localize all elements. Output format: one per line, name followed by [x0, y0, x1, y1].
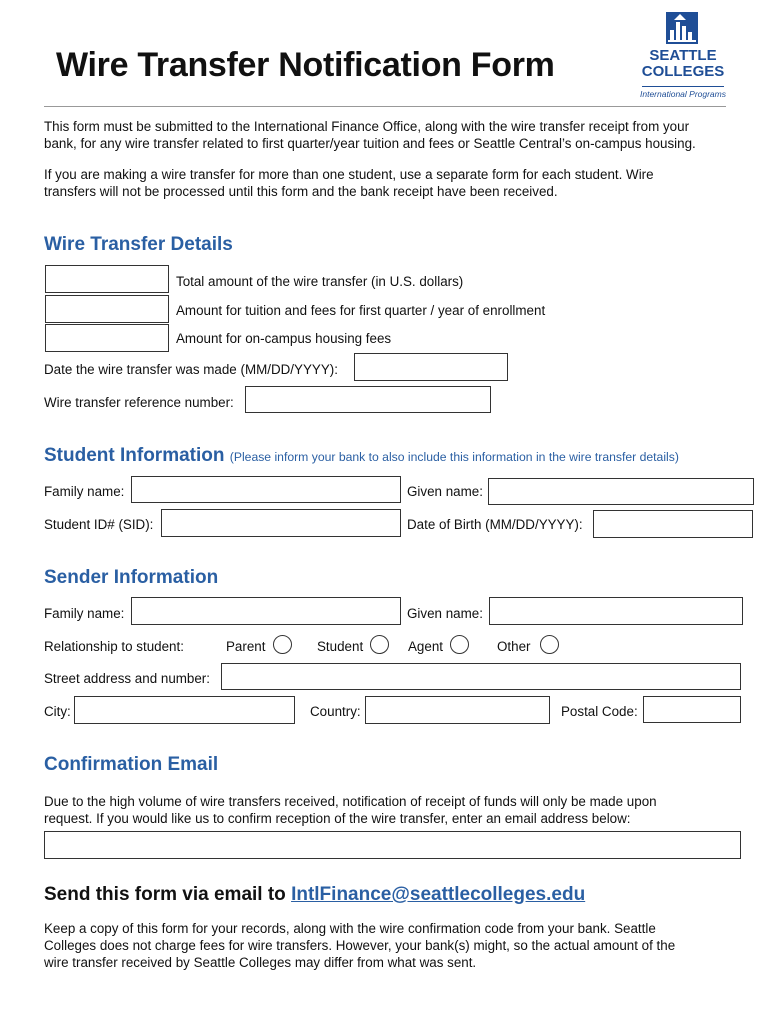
relationship-label: Relationship to student:	[44, 639, 184, 654]
sender-given-name-label: Given name:	[407, 606, 483, 621]
transfer-date-input[interactable]	[354, 353, 508, 381]
radio-parent[interactable]	[273, 635, 292, 654]
intro-paragraph-1	[44, 118, 696, 152]
send-instruction	[44, 884, 585, 906]
logo-line-1: SEATTLE	[649, 47, 717, 64]
total-amount-input[interactable]	[45, 265, 169, 293]
student-id-input[interactable]	[161, 509, 401, 537]
send-prefix: Send this form via email to	[44, 884, 292, 905]
housing-amount-input[interactable]	[45, 324, 169, 352]
student-family-name-label: Family name:	[44, 484, 125, 499]
option-parent-label: Parent	[226, 639, 266, 654]
sender-family-name-label: Family name:	[44, 606, 125, 621]
tuition-amount-label: Amount for tuition and fees for first quarter / year of enrollment	[176, 303, 546, 318]
page-title: Wire Transfer Notification Form	[56, 46, 555, 84]
student-id-label: Student ID# (SID):	[44, 517, 154, 532]
country-input[interactable]	[365, 696, 550, 724]
postal-code-label: Postal Code:	[561, 704, 638, 719]
confirmation-email-input[interactable]	[44, 831, 741, 859]
intro-paragraph-2	[44, 166, 654, 200]
option-other-label: Other	[497, 639, 531, 654]
confirmation-paragraph	[44, 793, 657, 827]
date-of-birth-input[interactable]	[593, 510, 753, 538]
student-given-name-label: Given name:	[407, 484, 483, 499]
sender-given-name-input[interactable]	[489, 597, 743, 625]
radio-student[interactable]	[370, 635, 389, 654]
reference-number-input[interactable]	[245, 386, 491, 413]
section-heading-sender-info: Sender Information	[44, 567, 219, 588]
radio-other[interactable]	[540, 635, 559, 654]
city-input[interactable]	[74, 696, 295, 724]
city-label: City:	[44, 704, 71, 719]
footer-line2: Colleges does not charge fees for wire transfers. However, your bank(s) might, so the actual amount of the	[44, 938, 676, 953]
radio-agent[interactable]	[450, 635, 469, 654]
section-heading-wire-details: Wire Transfer Details	[44, 234, 233, 255]
confirmation-line2: request. If you would like us to confirm reception of the wire transfer, enter an email address below:	[44, 811, 631, 826]
sender-family-name-input[interactable]	[131, 597, 401, 625]
header-divider	[44, 106, 726, 107]
student-info-note: (Please inform your bank to also include this information in the wire transfer details)	[229, 450, 679, 464]
student-family-name-input[interactable]	[131, 476, 401, 503]
seattle-colleges-logo	[628, 10, 738, 102]
tuition-amount-input[interactable]	[45, 295, 169, 323]
footer-line3: wire transfer received by Seattle Colleges may differ from what was sent.	[44, 955, 477, 970]
street-address-label: Street address and number:	[44, 671, 210, 686]
country-label: Country:	[310, 704, 361, 719]
student-info-heading-text: Student Information	[44, 445, 225, 466]
intro-p1-line1: This form must be submitted to the International Finance Office, along with the wire transfer receipt from your	[44, 119, 690, 134]
intro-p2-line2: transfers will not be processed until this form and the bank receipt have been received.	[44, 184, 558, 199]
option-student-label: Student	[317, 639, 364, 654]
date-of-birth-label: Date of Birth (MM/DD/YYYY):	[407, 517, 583, 532]
confirmation-line1: Due to the high volume of wire transfers received, notification of receipt of funds will only be made upon	[44, 794, 657, 809]
email-link[interactable]: IntlFinance@seattlecolleges.edu	[291, 884, 586, 905]
housing-amount-label: Amount for on-campus housing fees	[176, 331, 392, 346]
section-heading-confirmation: Confirmation Email	[44, 754, 219, 775]
total-amount-label: Total amount of the wire transfer (in U.S. dollars)	[176, 274, 464, 289]
student-given-name-input[interactable]	[488, 478, 754, 505]
intro-p2-line1: If you are making a wire transfer for more than one student, use a separate form for each student. Wire	[44, 167, 654, 182]
section-heading-student-info	[44, 445, 679, 467]
footer-paragraph	[44, 920, 675, 971]
option-agent-label: Agent	[408, 639, 443, 654]
logo-tagline: International Programs	[640, 89, 726, 99]
logo-line-2: COLLEGES	[641, 63, 725, 80]
logo-divider	[642, 86, 724, 87]
footer-line1: Keep a copy of this form for your records, along with the wire confirmation code from your bank. Seattle	[44, 921, 656, 936]
intro-p1-line2: bank, for any wire transfer related to first quarter/year tuition and fees or Seattle Central’s on-campus housing.	[44, 136, 696, 151]
postal-code-input[interactable]	[643, 696, 741, 723]
reference-number-label: Wire transfer reference number:	[44, 395, 234, 410]
street-address-input[interactable]	[221, 663, 741, 690]
transfer-date-label: Date the wire transfer was made (MM/DD/YYYY):	[44, 362, 338, 377]
